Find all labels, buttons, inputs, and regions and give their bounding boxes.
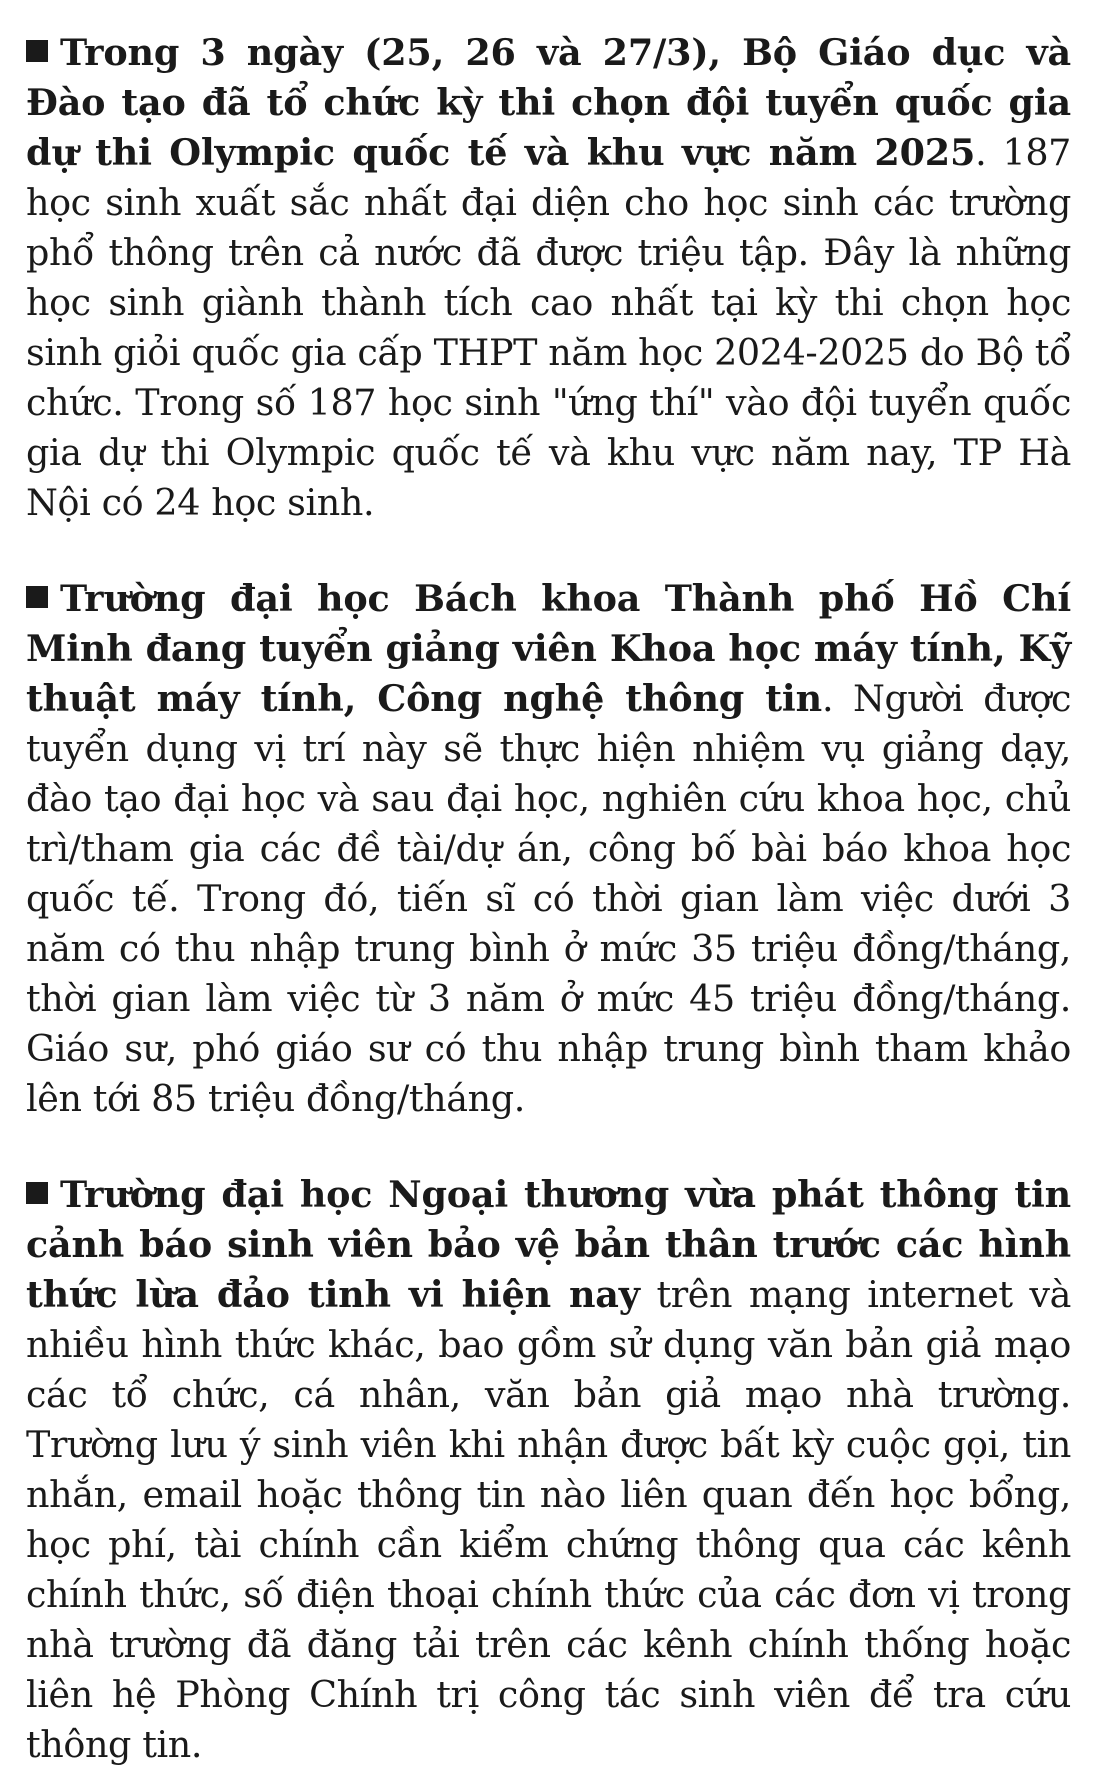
news-item-headline: Trường đại học Ngoại thương vừa phát thông tin cảnh báo sinh viên bảo vệ bản thân trước các hình thức lừa đảo tinh vi hiện nay: [26, 1173, 1071, 1316]
news-item-body: trên mạng internet và nhiều hình thức khác, bao gồm sử dụng văn bản giả mạo các tổ chức, cá nhân, văn bản giả mạo nhà trường. Trường lưu ý sinh viên khi nhận được bất kỳ cuộc gọi, tin nhắn, email hoặc thông tin nào liên quan đến học bổng, học phí, tài chính cần kiểm chứng thông qua các kênh chính thức, số điện thoại chính thức của các đơn vị trong nhà trường đã đăng tải trên các kênh chính thống hoặc liên hệ Phòng Chính trị công tác sinh viên để tra cứu thông tin.: [26, 1273, 1071, 1766]
square-bullet-icon: [26, 1182, 48, 1204]
news-item-ngoai-thuong: [26, 1170, 1071, 1770]
square-bullet-icon: [26, 40, 48, 62]
news-item-headline: Trường đại học Bách khoa Thành phố Hồ Chí Minh đang tuyển giảng viên Khoa học máy tính, Kỹ thuật máy tính, Công nghệ thông tin: [26, 577, 1071, 720]
news-item-bach-khoa: [26, 574, 1071, 1124]
square-bullet-icon: [26, 586, 48, 608]
news-item-olympic: [26, 28, 1071, 528]
news-item-body: . Người được tuyển dụng vị trí này sẽ thực hiện nhiệm vụ giảng dạy, đào tạo đại học và sau đại học, nghiên cứu khoa học, chủ trì/tham gia các đề tài/dự án, công bố bài báo khoa học quốc tế. Trong đó, tiến sĩ có thời gian làm việc dưới 3 năm có thu nhập trung bình ở mức 35 triệu đồng/tháng, thời gian làm việc từ 3 năm ở mức 45 triệu đồng/tháng. Giáo sư, phó giáo sư có thu nhập trung bình tham khảo lên tới 85 triệu đồng/tháng.: [26, 677, 1071, 1120]
news-item-headline: Trong 3 ngày (25, 26 và 27/3), Bộ Giáo dục và Đào tạo đã tổ chức kỳ thi chọn đội tuyển quốc gia dự thi Olympic quốc tế và khu vực năm 2025: [26, 31, 1071, 174]
news-item-body: . 187 học sinh xuất sắc nhất đại diện cho học sinh các trường phổ thông trên cả nước đã được triệu tập. Đây là những học sinh giành thành tích cao nhất tại kỳ thi chọn học sinh giỏi quốc gia cấp THPT năm học 2024-2025 do Bộ tổ chức. Trong số 187 học sinh "ứng thí" vào đội tuyển quốc gia dự thi Olympic quốc tế và khu vực năm nay, TP Hà Nội có 24 học sinh.: [26, 131, 1071, 524]
